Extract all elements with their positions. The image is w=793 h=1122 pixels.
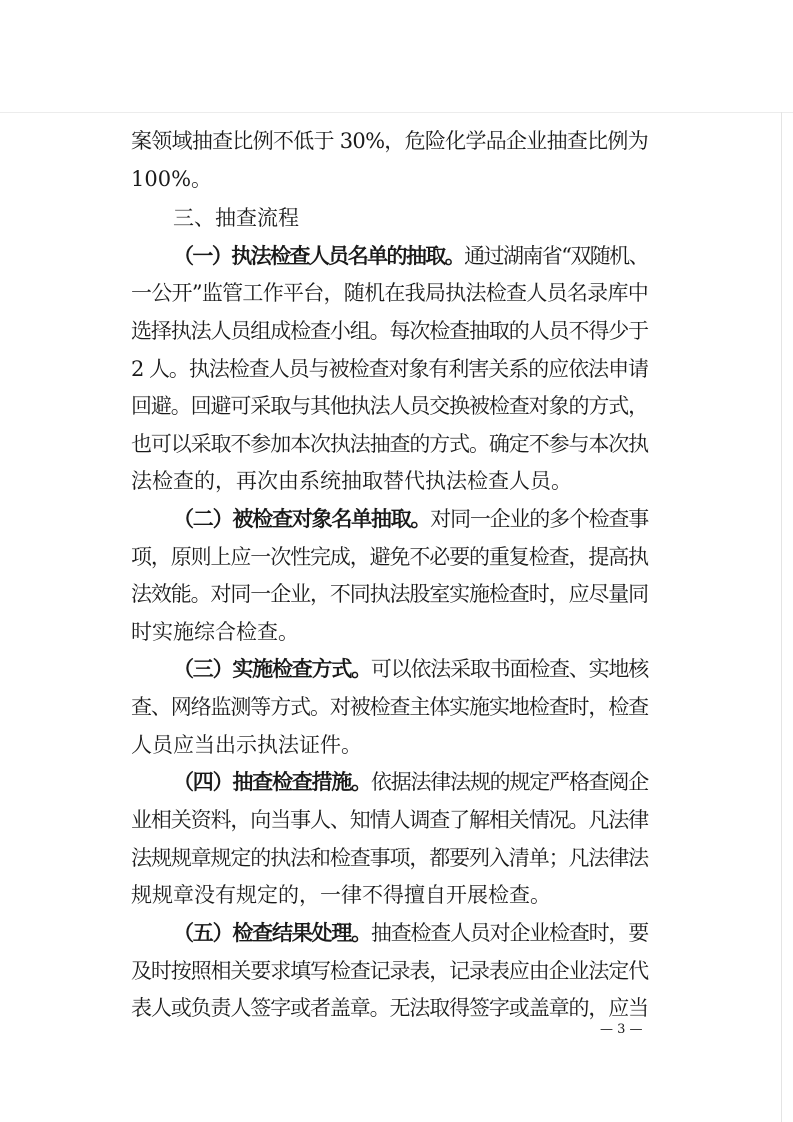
line-text: 一公开”监管工作平台，随机在我局执法检查人员名录库中 — [131, 281, 648, 305]
line-text: 抽查检查人员对企业检查时，要 — [370, 921, 649, 945]
text-line — [131, 580, 648, 608]
line-text: 对同一企业的多个检查事 — [430, 507, 649, 531]
line-text: 及时按照相关要求填写检查记录表，记录表应由企业法定代 — [131, 959, 648, 983]
text-line — [131, 165, 212, 193]
line-text: 三、抽查流程 — [173, 206, 299, 230]
line-text: 100%。 — [131, 167, 213, 191]
text-line — [131, 731, 362, 759]
text-line — [131, 844, 648, 872]
section-heading: （二）被检查对象名单抽取。 — [173, 507, 431, 531]
line-text: 时实施综合检查。 — [131, 620, 299, 644]
text-line — [131, 392, 648, 420]
line-text: 人员应当出示执法证件。 — [131, 733, 362, 757]
line-text: 案领域抽查比例不低于 30%，危险化学品企业抽查比例为 — [131, 129, 648, 153]
line-text: 2 人。执法检查人员与被检查对象有利害关系的应依法申请 — [131, 357, 648, 381]
text-line — [131, 806, 648, 834]
line-text: 业相关资料，向当事人、知情人调查了解相关情况。凡法律 — [131, 808, 648, 832]
section-heading: （一）执法检查人员名单的抽取。 — [173, 244, 465, 268]
page-number: — 3 — — [600, 1022, 643, 1037]
line-text: 法规规章规定的执法和检查事项，都要列入清单；凡法律法 — [131, 846, 648, 870]
text-line — [131, 127, 648, 155]
line-text: 项，原则上应一次性完成，避免不必要的重复检查，提高执 — [131, 545, 648, 569]
line-text: 查、网络监测等方式。对被检查主体实施实地检查时，检查 — [131, 695, 648, 719]
section-heading: （五）检查结果处理。 — [173, 921, 371, 945]
scan-edge-right — [781, 112, 782, 1122]
line-text: 也可以采取不参加本次执法抽查的方式。确定不参与本次执 — [131, 432, 648, 456]
text-line — [131, 543, 648, 571]
text-line — [131, 693, 648, 721]
text-line — [131, 430, 648, 458]
text-line — [131, 957, 648, 985]
text-line — [173, 919, 648, 947]
text-line — [131, 355, 648, 383]
text-line — [173, 242, 648, 270]
line-text: 规规章没有规定的，一律不得擅自开展检查。 — [131, 883, 551, 907]
text-line — [131, 994, 648, 1022]
text-line — [131, 881, 551, 909]
line-text: 通过湖南省“双随机、 — [464, 244, 648, 268]
text-line — [173, 768, 648, 796]
text-line — [131, 618, 299, 646]
text-line — [131, 467, 572, 495]
text-line — [173, 655, 648, 683]
scan-edge-top — [0, 112, 793, 113]
line-text: 表人或负责人签字或者盖章。无法取得签字或盖章的，应当 — [131, 996, 648, 1020]
text-line — [173, 505, 648, 533]
line-text: 法检查的，再次由系统抽取替代执法检查人员。 — [131, 469, 572, 493]
section-heading: （三）实施检查方式。 — [173, 657, 371, 681]
line-text: 依据法律法规的规定严格查阅企 — [370, 770, 649, 794]
line-text: 选择执法人员组成检查小组。每次检查抽取的人员不得少于 — [131, 319, 648, 343]
text-line — [131, 317, 648, 345]
section-heading: （四）抽查检查措施。 — [173, 770, 371, 794]
line-text: 回避。回避可采取与其他执法人员交换被检查对象的方式， — [131, 394, 648, 418]
line-text: 可以依法采取书面检查、实地核 — [370, 657, 649, 681]
text-line — [173, 204, 299, 232]
text-line — [131, 279, 648, 307]
line-text: 法效能。对同一企业，不同执法股室实施检查时，应尽量同 — [131, 582, 648, 606]
